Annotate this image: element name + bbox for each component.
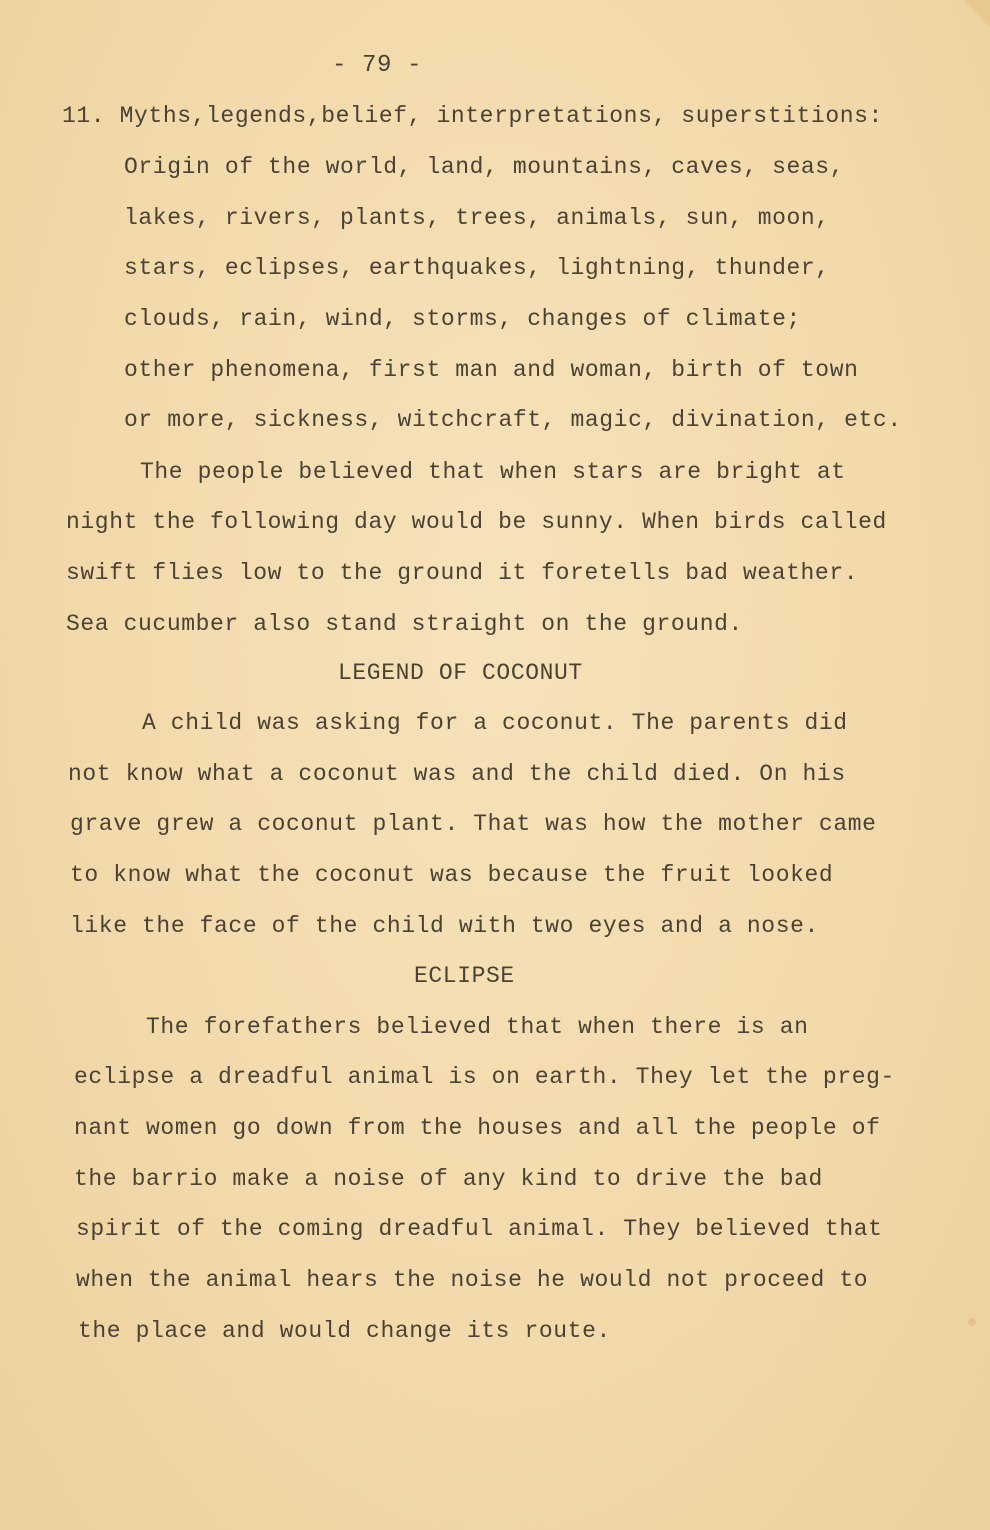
weather-line: Sea cucumber also stand straight on the ground. xyxy=(66,611,743,637)
eclipse-line: when the animal hears the noise he would not proceed to xyxy=(76,1267,869,1293)
eclipse-line: nant women go down from the houses and all the people of xyxy=(74,1115,881,1141)
eclipse-line: spirit of the coming dreadful animal. They believed that xyxy=(76,1216,883,1242)
coconut-line: not know what a coconut was and the child died. On his xyxy=(68,761,846,787)
coconut-line: to know what the coconut was because the fruit looked xyxy=(70,862,834,888)
coconut-line: A child was asking for a coconut. The parents did xyxy=(142,710,848,736)
intro-line: other phenomena, first man and woman, birth of town xyxy=(124,357,859,383)
weather-line: swift flies low to the ground it foretells bad weather. xyxy=(66,560,859,586)
coconut-line: grave grew a coconut plant. That was how the mother came xyxy=(70,811,877,837)
intro-line: Origin of the world, land, mountains, caves, seas, xyxy=(124,154,845,180)
weather-line: The people believed that when stars are bright at xyxy=(140,459,846,485)
eclipse-line: The forefathers believed that when there is an xyxy=(146,1014,809,1040)
eclipse-line: eclipse a dreadful animal is on earth. They let the preg- xyxy=(74,1064,895,1090)
eclipse-line: the barrio make a noise of any kind to drive the bad xyxy=(74,1166,823,1192)
paper-stain xyxy=(968,1318,976,1326)
page-corner-fold xyxy=(960,0,990,30)
intro-line: or more, sickness, witchcraft, magic, divination, etc. xyxy=(124,407,902,433)
intro-line: 11. Myths,legends,belief, interpretations, superstitions: xyxy=(62,103,883,129)
page-number: - 79 - xyxy=(332,52,423,79)
intro-line: clouds, rain, wind, storms, changes of climate; xyxy=(124,306,801,332)
coconut-line: like the face of the child with two eyes and a nose. xyxy=(70,913,819,939)
eclipse-heading: ECLIPSE xyxy=(414,963,515,989)
intro-line: stars, eclipses, earthquakes, lightning, thunder, xyxy=(124,255,830,281)
intro-line: lakes, rivers, plants, trees, animals, sun, moon, xyxy=(124,205,830,231)
weather-line: night the following day would be sunny. When birds called xyxy=(66,509,887,535)
coconut-heading: LEGEND OF COCONUT xyxy=(338,660,583,686)
eclipse-line: the place and would change its route. xyxy=(78,1318,611,1344)
